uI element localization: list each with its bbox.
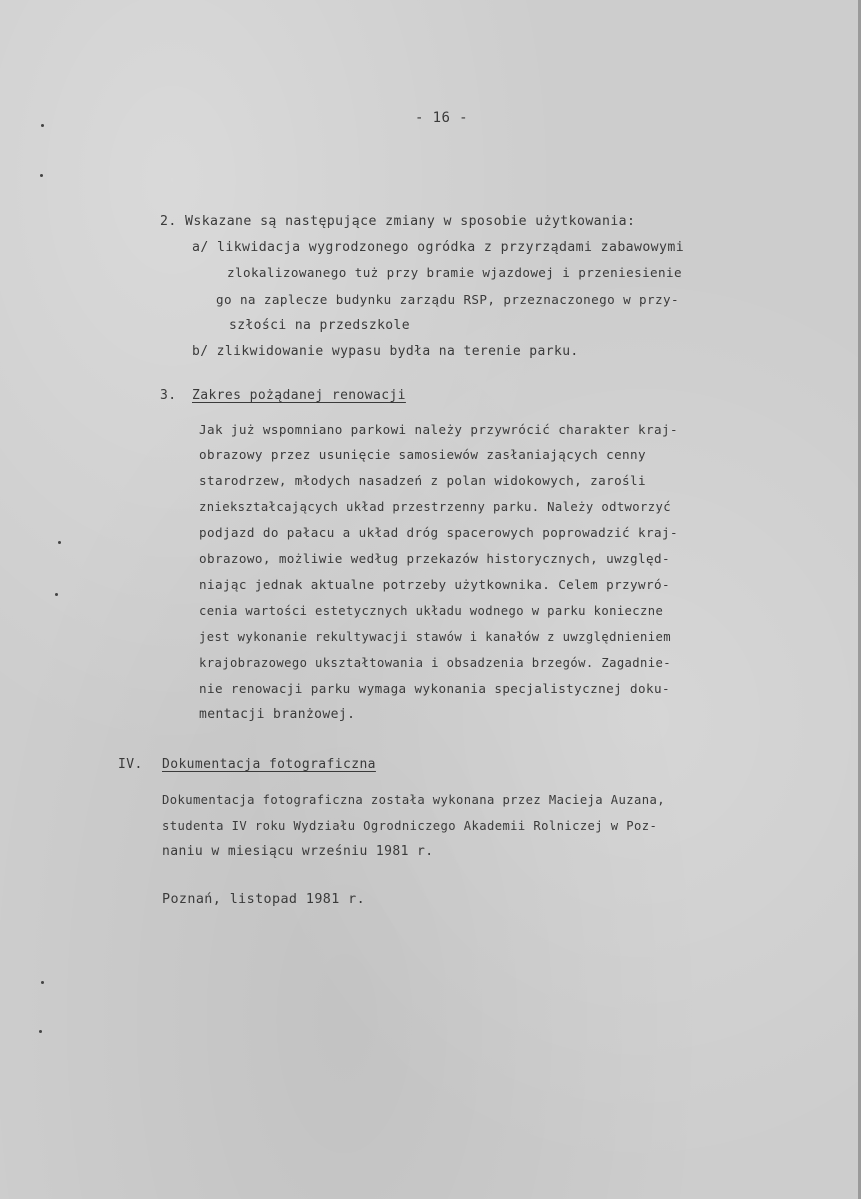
s3-heading: Zakres pożądanej renowacji [192,388,406,403]
s3-line-2: obrazowy przez usunięcie samosiewów zasłaniających cenny [199,447,646,462]
s3-line-6: obrazowo, możliwie według przekazów historycznych, uwzględ- [199,551,670,566]
scan-speck [41,981,44,984]
s3-line-8: cenia wartości estetycznych układu wodnego w parku konieczne [199,604,664,618]
s2-line-5: szłości na przedszkole [229,318,410,333]
s3-line-11: nie renowacji parku wymaga wykonania specjalistycznej doku- [199,681,670,696]
s3-line-9: jest wykonanie rekultywacji stawów i kanałów z uwzględnieniem [199,630,671,644]
s4-line-3: naniu w miesiącu wrześniu 1981 r. [162,844,434,859]
s3-line-4: zniekształcających układ przestrzenny parku. Należy odtworzyć [199,500,671,514]
scan-speck [40,174,43,177]
closing-place-date: Poznań, listopad 1981 r. [162,892,366,907]
s3-line-3: starodrzew, młodych nasadzeń z polan widokowych, zarośli [199,473,646,488]
s3-number: 3. [160,388,177,403]
s2-line-3: zlokalizowanego tuż przy bramie wjazdowej i przeniesienie [227,265,682,280]
scan-speck [41,124,44,127]
s3-line-7: niając jednak aktualne potrzeby użytkownika. Celem przywró- [199,577,670,592]
s3-line-1: Jak już wspomniano parkowi należy przywrócić charakter kraj- [199,422,678,437]
scan-speck [39,1030,42,1033]
s2-line-6: b/ zlikwidowanie wypasu bydła na terenie parku. [192,344,579,359]
s2-line-4: go na zaplecze budynku zarządu RSP, przeznaczonego w przy- [216,292,679,307]
s3-line-12: mentacji branżowej. [199,707,356,722]
s3-line-10: krajobrazowego ukształtowania i obsadzenia brzegów. Zagadnie- [199,656,671,670]
s2-line-1: 2. Wskazane są następujące zmiany w sposobie użytkowania: [160,214,636,229]
s4-line-2: studenta IV roku Wydziału Ogrodniczego Akademii Rolniczej w Poz- [162,819,658,833]
scan-speck [55,593,58,596]
s3-line-5: podjazd do pałacu a układ dróg spacerowych poprowadzić kraj- [199,525,678,540]
s4-heading: Dokumentacja fotograficzna [162,757,376,772]
s2-line-2: a/ likwidacja wygrodzonego ogródka z przyrządami zabawowymi [192,240,685,255]
s4-number: IV. [118,757,143,772]
s4-line-1: Dokumentacja fotograficzna została wykonana przez Macieja Auzana, [162,793,665,807]
page-number: - 16 - [415,110,468,126]
scan-speck [58,541,61,544]
